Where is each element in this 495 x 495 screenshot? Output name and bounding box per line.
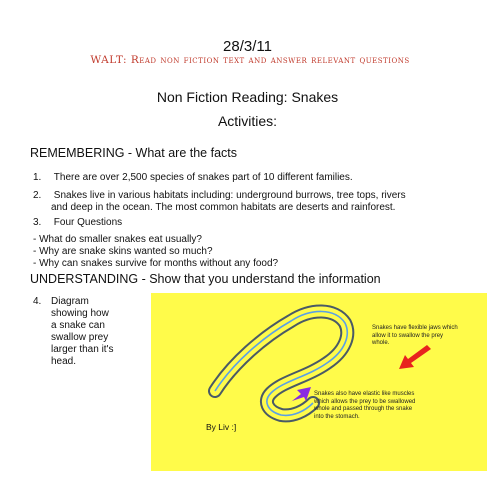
signature: By Liv :]	[206, 422, 237, 432]
fact-text: Four Questions	[53, 217, 123, 228]
fact-text-continued: and deep in the ocean. The most common habitats are deserts and rainforest.	[51, 202, 396, 213]
annotation-line: which allows the prey to be swallowed	[314, 398, 416, 405]
page-title: Non Fiction Reading: Snakes	[156, 89, 339, 105]
annotation-line: Snakes also have elastic like muscles	[314, 391, 415, 397]
snake-diagram	[151, 293, 487, 471]
fact-number: 1.	[33, 172, 42, 183]
date: 28/3/11	[223, 38, 272, 55]
fact-item-2	[33, 190, 406, 202]
description-line: a snake can	[51, 320, 105, 331]
description-line: Diagram	[51, 296, 89, 307]
annotation-line: allow it to swallow the prey	[372, 332, 444, 339]
description-line: head.	[51, 356, 77, 367]
fact-text: There are over 2,500 species of snakes part of 10 different families.	[53, 172, 353, 183]
description-line: swallow prey	[51, 332, 109, 343]
snake-drawing	[151, 293, 487, 471]
understanding-heading: UNDERSTANDING - Show that you understand the information	[30, 272, 381, 286]
fact-number: 2.	[33, 190, 42, 201]
diagram-item-number: 4.	[33, 296, 42, 307]
diagram-item-description	[51, 296, 151, 368]
annotation-line: into the stomach.	[314, 413, 360, 420]
activities-heading: Activities:	[217, 113, 278, 129]
question-item: - Why are snake skins wanted so much?	[33, 246, 213, 257]
red-arrow-icon	[399, 345, 431, 369]
muscles-annotation	[314, 391, 415, 421]
annotation-line: whole and passed through the snake	[314, 406, 413, 412]
remembering-heading: REMEMBERING - What are the facts	[30, 146, 237, 160]
fact-item-1	[33, 172, 353, 184]
fact-text: Snakes live in various habitats including: underground burrows, tree tops, rivers	[53, 190, 406, 201]
question-item: - Why can snakes survive for months without any food?	[33, 258, 279, 269]
description-line: larger than it's	[51, 344, 114, 355]
walt-objective: WALT: Read non fiction text and answer relevant questions	[90, 54, 410, 66]
annotation-line: Snakes have flexible jaws which	[372, 325, 458, 331]
fact-number: 3.	[33, 217, 42, 228]
fact-item-3	[33, 217, 122, 229]
question-item: - What do smaller snakes eat usually?	[33, 234, 202, 245]
description-line: showing how	[51, 308, 109, 319]
annotation-line: whole.	[372, 340, 390, 346]
jaws-annotation	[372, 325, 458, 348]
